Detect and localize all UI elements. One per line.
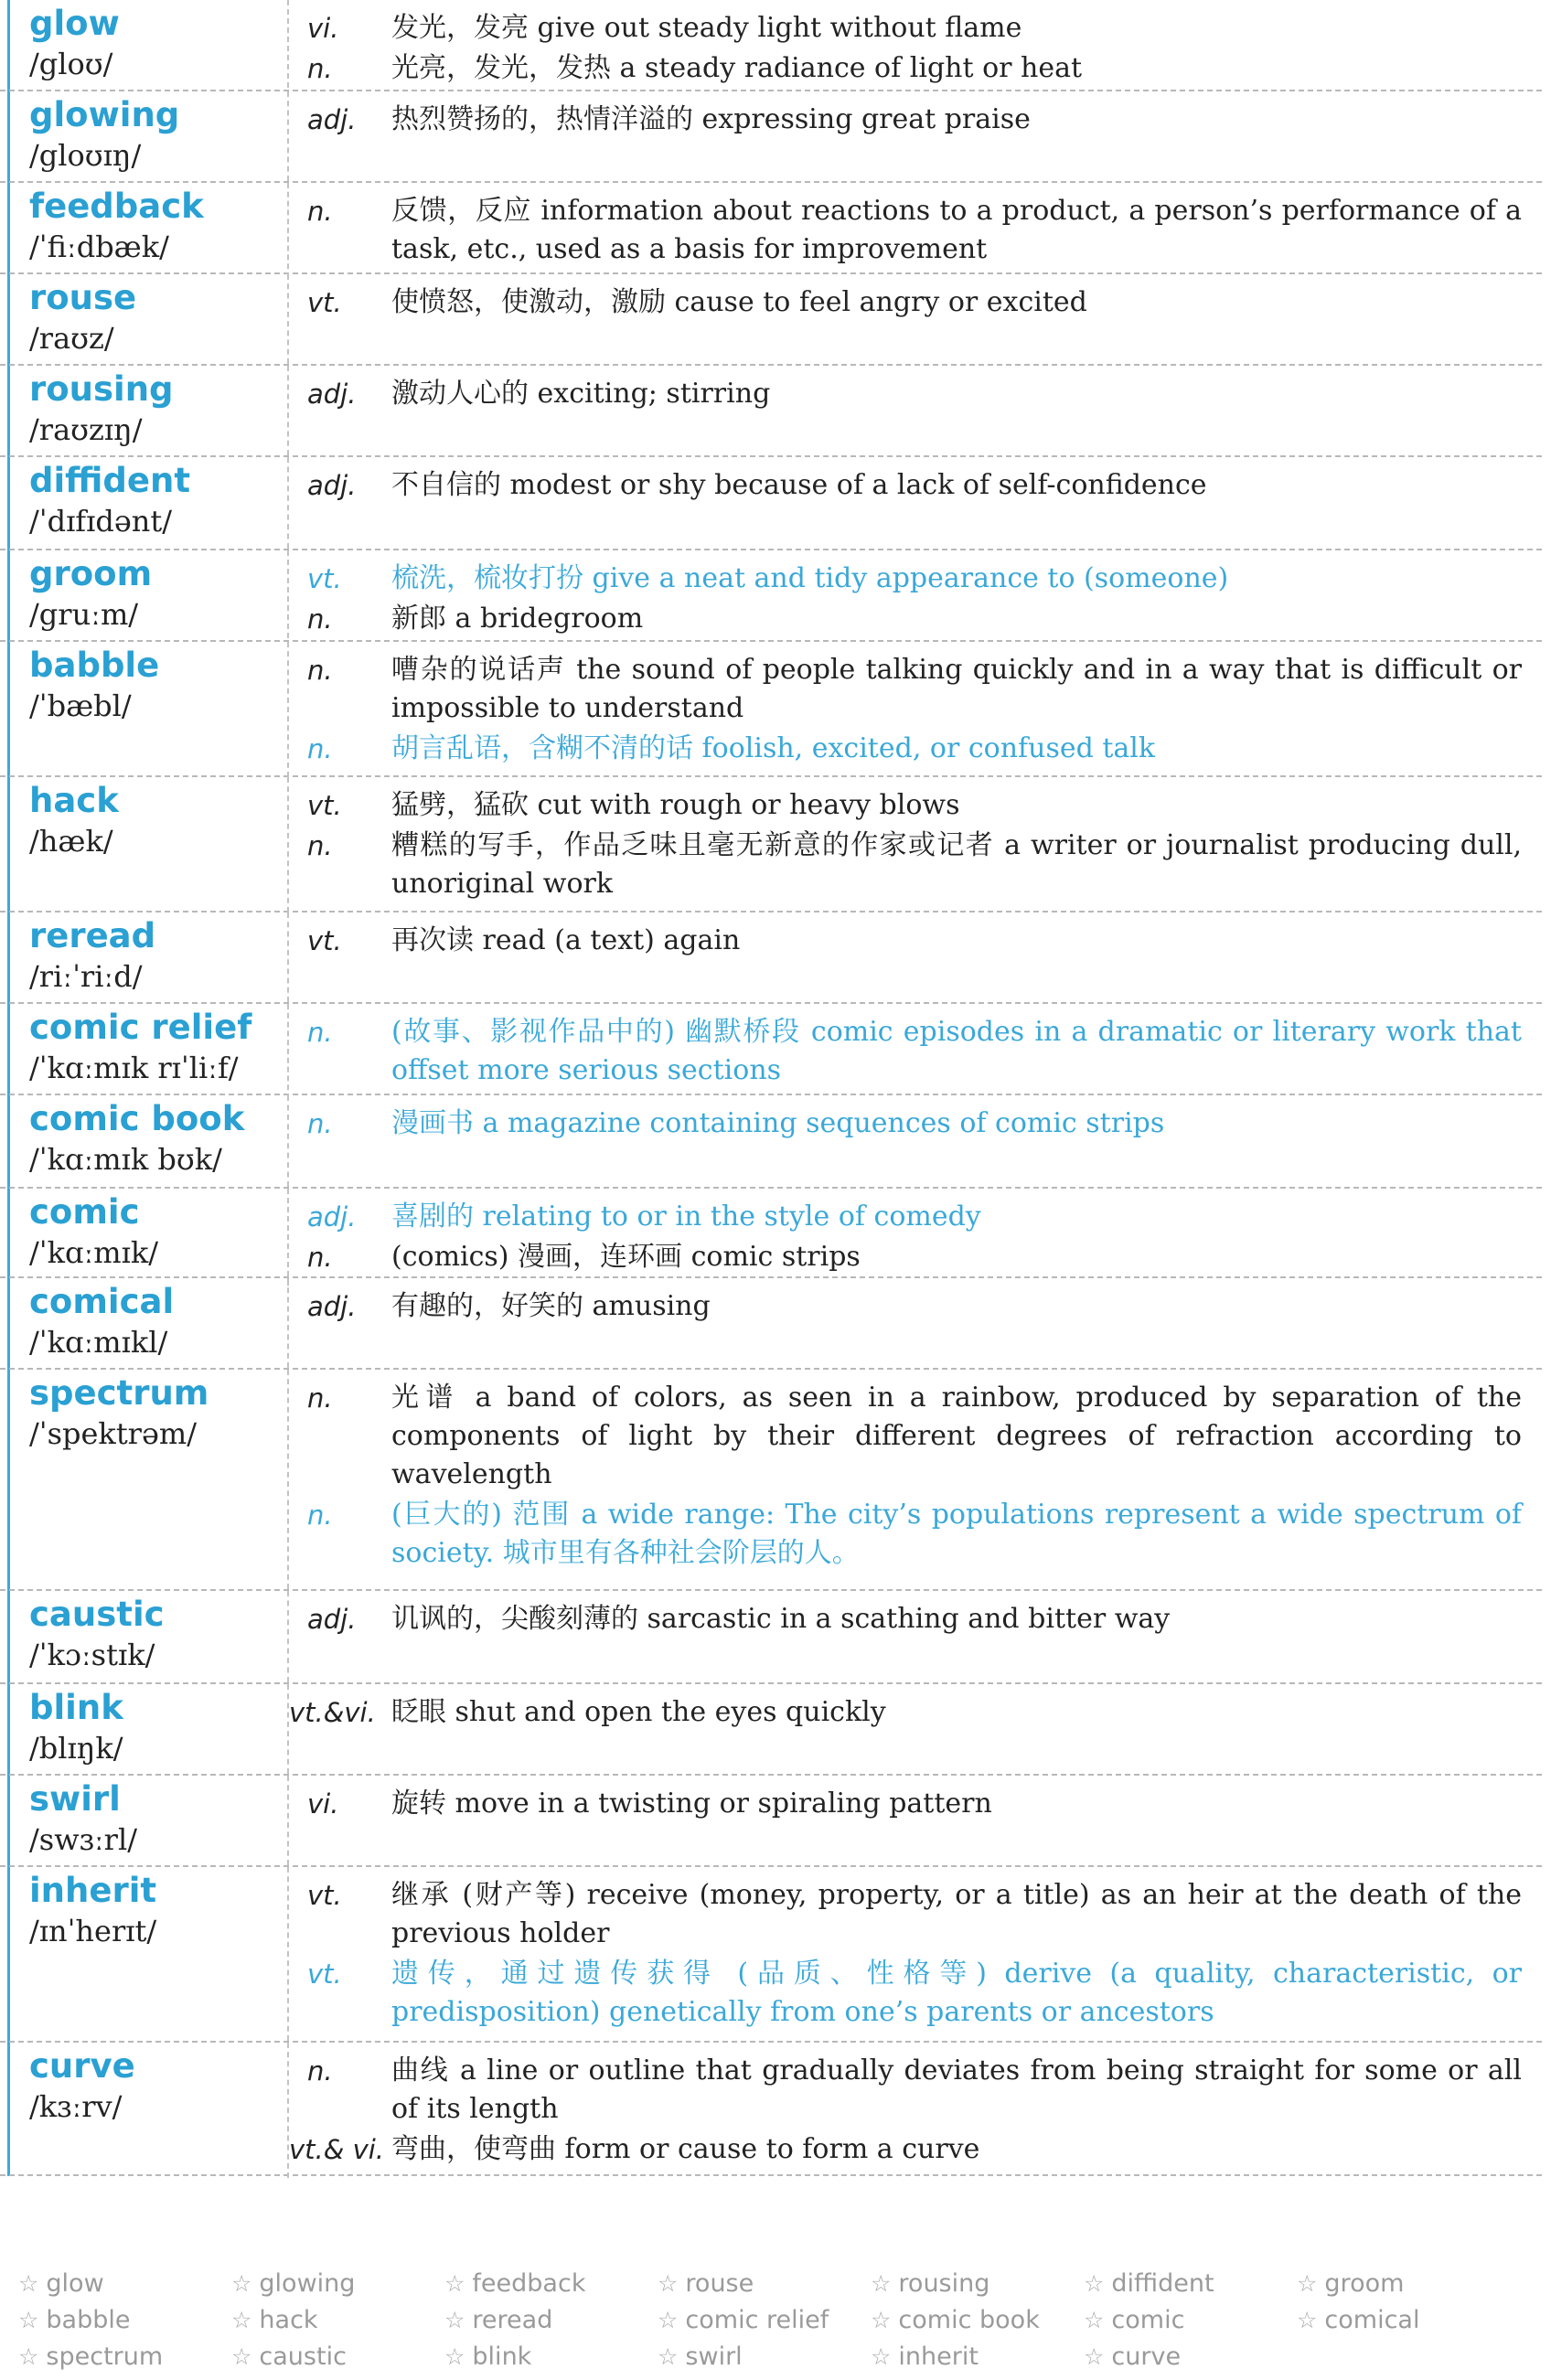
index-word: comic book [898, 2306, 1040, 2334]
star-icon: ☆ [1084, 2307, 1105, 2333]
entry-rousing [0, 366, 1542, 457]
definitions [289, 1370, 1542, 1589]
entry-headword [0, 274, 289, 364]
definition-text: 喜剧的 relating to or in the style of comedy [391, 1201, 981, 1233]
star-icon: ☆ [444, 2270, 465, 2297]
index-item [444, 2343, 658, 2379]
pronunciation: /ˈfiːdbæk/ [29, 229, 169, 264]
index-row [18, 2343, 1527, 2379]
definitions [289, 1684, 1542, 1774]
definitions [289, 274, 1542, 364]
entry-headword [0, 1095, 289, 1187]
pronunciation: /raʊzɪŋ/ [29, 412, 143, 447]
sense [289, 2130, 1522, 2169]
index-item [18, 2306, 231, 2343]
sense [289, 2052, 1522, 2129]
index-word: comical [1324, 2306, 1420, 2334]
headword: rouse [29, 278, 137, 317]
definition-text: 嘈杂的说话声 the sound of people talking quickly and in a way that is difficult or impossible to understand [391, 654, 1522, 724]
sense [289, 192, 1522, 269]
index-word: glow [46, 2269, 104, 2298]
part-of-speech: n. [307, 603, 333, 635]
headword: groom [29, 554, 153, 593]
star-icon: ☆ [18, 2270, 39, 2297]
sense [289, 1105, 1522, 1143]
star-icon: ☆ [231, 2343, 252, 2370]
entry-swirl [0, 1776, 1542, 1867]
entry-headword [0, 550, 289, 647]
star-icon: ☆ [1297, 2270, 1318, 2297]
pronunciation: /riːˈriːd/ [29, 959, 143, 994]
definitions [289, 1867, 1542, 2041]
sense [289, 1600, 1522, 1638]
index-item [871, 2343, 1084, 2379]
headword: diffident [29, 461, 191, 500]
entry-glowing [0, 91, 1542, 183]
entry-glow [0, 0, 1542, 91]
pronunciation: /swɜːrl/ [29, 1822, 137, 1857]
definitions [289, 1278, 1542, 1368]
entry-diffident [0, 457, 1542, 550]
pronunciation: /gloʊɪŋ/ [29, 138, 142, 173]
part-of-speech: n. [307, 53, 333, 84]
definitions [289, 0, 1542, 97]
index-word: curve [1111, 2343, 1182, 2371]
part-of-speech: n. [307, 1382, 333, 1414]
sense [289, 1955, 1522, 2032]
pronunciation: /ˈkɑːmɪkl/ [29, 1325, 168, 1360]
index-word: hack [259, 2306, 318, 2334]
entry-curve [0, 2043, 1542, 2176]
pronunciation: /ˈdɪfɪdənt/ [29, 504, 173, 539]
sense [289, 1876, 1522, 1953]
entry-headword [0, 91, 289, 181]
index-item [1297, 2269, 1510, 2306]
star-icon: ☆ [658, 2270, 679, 2297]
part-of-speech: vi. [307, 1788, 339, 1820]
star-icon: ☆ [871, 2307, 892, 2333]
sense [289, 1496, 1522, 1573]
part-of-speech: n. [307, 1242, 333, 1273]
headword: feedback [29, 187, 204, 226]
part-of-speech: vt. [307, 287, 342, 318]
headword: inherit [29, 1871, 157, 1910]
definition-text: 光谱 a band of colors, as seen in a rainbow, produced by separation of the components of light by their different degrees of refraction according to wavelength [391, 1382, 1522, 1490]
definitions [289, 1591, 1542, 1682]
part-of-speech: n. [307, 2055, 333, 2087]
entry-spectrum [0, 1370, 1542, 1591]
headword: blink [29, 1688, 123, 1727]
entry-feedback [0, 183, 1542, 274]
definitions [289, 366, 1542, 455]
headword: swirl [29, 1779, 121, 1819]
index-word: glowing [259, 2269, 356, 2298]
star-icon: ☆ [1297, 2307, 1318, 2333]
part-of-speech: vt.&vi. [289, 1697, 376, 1728]
pronunciation: /kɜːrv/ [29, 2089, 123, 2124]
definition-text: 胡言乱语，含糊不清的话 foolish, excited, or confused talk [391, 732, 1156, 764]
index-word: diffident [1111, 2269, 1214, 2298]
index-item [658, 2269, 871, 2306]
pronunciation: /ˈkɔːstɪk/ [29, 1638, 155, 1672]
headword: glow [29, 4, 120, 43]
index-item [444, 2306, 658, 2343]
index-word: caustic [259, 2343, 347, 2371]
definitions [289, 777, 1542, 913]
index-item [658, 2343, 871, 2379]
star-icon: ☆ [18, 2307, 39, 2333]
part-of-speech: adj. [307, 1604, 357, 1635]
entry-comic [0, 1189, 1542, 1278]
definitions [289, 550, 1542, 647]
definition-text: 糟糕的写手，作品乏味且毫无新意的作家或记者 a writer or journalist producing dull, unoriginal work [391, 829, 1522, 900]
star-icon: ☆ [871, 2270, 892, 2297]
index-item [18, 2269, 231, 2306]
part-of-speech: n. [307, 196, 333, 227]
entry-headword [0, 1370, 289, 1589]
entry-comic-relief [0, 1004, 1542, 1095]
pronunciation: /ˈkɑːmɪk bʊk/ [29, 1142, 222, 1177]
star-icon: ☆ [1084, 2343, 1105, 2370]
part-of-speech: vt. [307, 925, 342, 956]
definition-text: 热烈赞扬的，热情洋溢的 expressing great praise [391, 103, 1031, 135]
entry-inherit [0, 1867, 1542, 2043]
index-item [231, 2269, 444, 2306]
word-index [18, 2269, 1527, 2379]
sense [289, 101, 1522, 139]
pronunciation: /ˈbæbl/ [29, 688, 132, 723]
sense [289, 600, 1522, 638]
definition-text: 发光，发亮 give out steady light without flame [391, 12, 1022, 44]
definition-text: (巨大的) 范围 a wide range: The city’s populations represent a wide spectrum of society. 城市里有各种社会阶层的人。 [391, 1499, 1522, 1569]
star-icon: ☆ [18, 2343, 39, 2370]
star-icon: ☆ [444, 2343, 465, 2370]
pronunciation: /gruːm/ [29, 597, 139, 632]
definitions [289, 91, 1542, 181]
entry-headword [0, 1278, 289, 1368]
index-word: feedback [472, 2269, 586, 2298]
index-item [658, 2306, 871, 2343]
index-row [18, 2306, 1527, 2343]
definition-text: 漫画书 a magazine containing sequences of comic strips [391, 1107, 1165, 1139]
part-of-speech: n. [307, 1108, 333, 1139]
star-icon: ☆ [444, 2307, 465, 2333]
definitions [289, 1004, 1542, 1099]
headword: babble [29, 646, 160, 685]
definition-text: 眨眼 shut and open the eyes quickly [391, 1696, 886, 1728]
index-item [871, 2306, 1084, 2343]
index-item [871, 2269, 1084, 2306]
headword: caustic [29, 1595, 165, 1634]
entry-headword [0, 1004, 289, 1099]
index-word: groom [1324, 2269, 1405, 2298]
star-icon: ☆ [231, 2307, 252, 2333]
definitions [289, 913, 1542, 1002]
sense [289, 1693, 1522, 1732]
headword: comical [29, 1282, 175, 1321]
part-of-speech: vt. [307, 1880, 342, 1911]
pronunciation: /raʊz/ [29, 321, 114, 356]
part-of-speech: adj. [307, 1201, 357, 1233]
index-row [18, 2269, 1527, 2306]
definitions [289, 1095, 1542, 1187]
index-word: reread [472, 2306, 553, 2334]
part-of-speech: adj. [307, 379, 357, 410]
sense [289, 49, 1522, 88]
index-word: blink [472, 2343, 532, 2371]
star-icon: ☆ [658, 2343, 679, 2370]
definitions [289, 642, 1542, 777]
entry-headword [0, 0, 289, 97]
entry-babble [0, 642, 1542, 777]
definitions [289, 457, 1542, 549]
entry-reread [0, 913, 1542, 1004]
index-item [1084, 2343, 1297, 2379]
headword: curve [29, 2046, 135, 2086]
headword: hack [29, 781, 119, 820]
sense [289, 786, 1522, 825]
sense [289, 1013, 1522, 1090]
index-item [1084, 2269, 1297, 2306]
sense [289, 1379, 1522, 1494]
headword: spectrum [29, 1373, 209, 1413]
sense [289, 283, 1522, 322]
entry-comic-book [0, 1095, 1542, 1189]
definition-text: 曲线 a line or outline that gradually deviates from being straight for some or all of its length [391, 2054, 1522, 2125]
entry-headword [0, 642, 289, 777]
pronunciation: /blɪŋk/ [29, 1731, 123, 1766]
part-of-speech: n. [307, 1500, 333, 1531]
index-item [231, 2306, 444, 2343]
index-word: inherit [898, 2343, 979, 2371]
entry-headword [0, 1591, 289, 1682]
definition-text: 新郎 a bridegroom [391, 603, 644, 635]
part-of-speech: adj. [307, 104, 357, 135]
sense [289, 375, 1522, 413]
part-of-speech: vt.& vi. [289, 2134, 385, 2165]
sense [289, 651, 1522, 728]
sense [289, 560, 1522, 598]
pronunciation: /ɪnˈherɪt/ [29, 1914, 157, 1948]
headword: reread [29, 916, 156, 955]
sense [289, 1238, 1522, 1276]
index-item [18, 2343, 231, 2379]
entry-comical [0, 1278, 1542, 1370]
sense [289, 730, 1522, 768]
definition-text: 光亮，发光，发热 a steady radiance of light or heat [391, 52, 1083, 84]
part-of-speech: n. [307, 830, 333, 861]
index-item [231, 2343, 444, 2379]
headword: comic book [29, 1099, 245, 1138]
entry-hack [0, 777, 1542, 913]
sense [289, 1785, 1522, 1823]
definition-text: 有趣的，好笑的 amusing [391, 1290, 711, 1322]
star-icon: ☆ [871, 2343, 892, 2370]
definition-text: 再次读 read (a text) again [391, 924, 741, 956]
definition-text: 讥讽的，尖酸刻薄的 sarcastic in a scathing and bitter way [391, 1603, 1171, 1635]
sense [289, 922, 1522, 960]
index-item [1297, 2306, 1510, 2343]
headword: glowing [29, 95, 180, 134]
entry-headword [0, 1867, 289, 2041]
headword: rousing [29, 369, 174, 409]
index-word: comic relief [685, 2306, 829, 2334]
entry-blink [0, 1684, 1542, 1776]
entry-headword [0, 457, 289, 549]
definitions [289, 2043, 1542, 2178]
sense [289, 1198, 1522, 1236]
part-of-speech: vt. [307, 563, 342, 594]
part-of-speech: n. [307, 655, 333, 686]
pronunciation: /ˈkɑːmɪk rɪˈliːf/ [29, 1051, 239, 1085]
star-icon: ☆ [1084, 2270, 1105, 2297]
definition-text: 反馈，反应 information about reactions to a product, a person’s performance of a task, etc., used as a basis for improvement [391, 195, 1522, 265]
star-icon: ☆ [658, 2307, 679, 2333]
entry-headword [0, 777, 289, 913]
part-of-speech: vt. [307, 790, 342, 821]
entry-headword [0, 1189, 289, 1286]
pronunciation: /ˈspektrəm/ [29, 1416, 198, 1451]
index-item [444, 2269, 658, 2306]
part-of-speech: adj. [307, 1291, 357, 1322]
headword: comic [29, 1192, 140, 1232]
entry-headword [0, 2043, 289, 2178]
definition-text: 梳洗，梳妆打扮 give a neat and tidy appearance to (someone) [391, 562, 1229, 594]
pronunciation: /hæk/ [29, 824, 113, 859]
index-word: swirl [685, 2343, 743, 2371]
index-word: comic [1111, 2306, 1185, 2334]
entry-headword [0, 1684, 289, 1774]
sense [289, 1287, 1522, 1326]
entry-caustic [0, 1591, 1542, 1684]
entry-rouse [0, 274, 1542, 366]
index-word: rouse [685, 2269, 754, 2298]
entry-headword [0, 913, 289, 1002]
definition-text: 继承 (财产等) receive (money, property, or a title) as an heir at the death of the previous holder [391, 1879, 1522, 1949]
definition-text: 激动人心的 exciting; stirring [391, 378, 771, 410]
definition-text: 遗传，通过遗传获得 (品质、性格等) derive (a quality, characteristic, or predisposition) genetically from one’s parents or ancestors [391, 1958, 1522, 2028]
entry-headword [0, 366, 289, 455]
part-of-speech: n. [307, 1017, 333, 1048]
definition-text: (故事、影视作品中的) 幽默桥段 comic episodes in a dramatic or literary work that offset more serious sections [391, 1016, 1522, 1086]
index-word: rousing [898, 2269, 990, 2298]
definition-text: 旋转 move in a twisting or spiraling pattern [391, 1788, 992, 1820]
pronunciation: /gloʊ/ [29, 47, 113, 81]
definition-text: 弯曲，使弯曲 form or cause to form a curve [391, 2133, 980, 2165]
definitions [289, 1776, 1542, 1865]
definition-text: (comics) 漫画，连环画 comic strips [391, 1241, 861, 1273]
definition-text: 不自信的 modest or shy because of a lack of self-confidence [391, 469, 1207, 501]
definitions [289, 183, 1542, 278]
part-of-speech: n. [307, 733, 333, 764]
entry-headword [0, 183, 289, 278]
definitions [289, 1189, 1542, 1286]
part-of-speech: vt. [307, 1958, 342, 1990]
part-of-speech: adj. [307, 470, 357, 501]
entry-headword [0, 1776, 289, 1865]
index-word: babble [46, 2306, 131, 2334]
pronunciation: /ˈkɑːmɪk/ [29, 1235, 158, 1270]
index-item [1084, 2306, 1297, 2343]
index-word: spectrum [46, 2343, 164, 2371]
sense [289, 827, 1522, 903]
definition-text: 使愤怒，使激动，激励 cause to feel angry or excited [391, 286, 1087, 318]
sense [289, 466, 1522, 505]
star-icon: ☆ [231, 2270, 252, 2297]
definition-text: 猛劈，猛砍 cut with rough or heavy blows [391, 789, 960, 821]
headword: comic relief [29, 1008, 252, 1047]
entry-groom [0, 550, 1542, 642]
part-of-speech: vi. [307, 13, 339, 44]
sense [289, 9, 1522, 48]
